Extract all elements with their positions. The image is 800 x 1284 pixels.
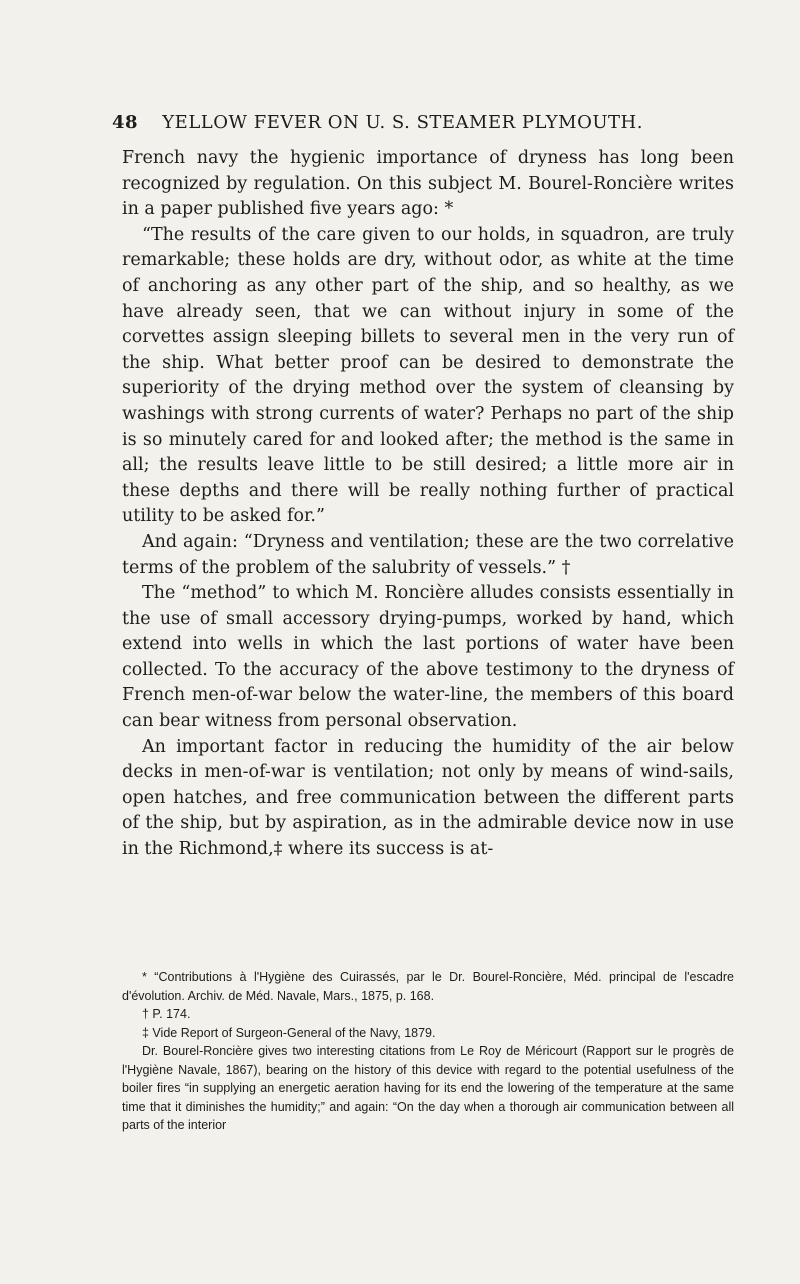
- paragraph: “The results of the care given to our holds, in squadron, are truly remarkable; these holds are dry, without odor, as white at the time of anchoring as any other part of the ship, and so healthy, as we have already seen, that we can without injury in some of the corvettes assign sleeping billets to several men in the very run of the ship. What better proof can be desired to demonstrate the superiority of the drying method over the system of cleansing by washings with strong currents of water? Perhaps no part of the ship is so minutely cared for and looked after; the method is the same in all; the results leave little to be still desired; a little more air in these depths and there will be really nothing further of practical utility to be asked for.”: [122, 224, 734, 527]
- page-number: 48: [112, 112, 139, 133]
- running-title: YELLOW FEVER ON U. S. STEAMER PLYMOUTH.: [162, 112, 643, 133]
- footnote: ‡ Vide Report of Surgeon-General of the Navy, 1879.: [142, 1025, 436, 1040]
- paragraph: An important factor in reducing the humidity of the air below decks in men-of-war is ventilation; not only by means of wind-sails, open hatches, and free communication between the different parts of the ship, but by aspiration, as in the admirable device now in use in the Richmond,‡ where its success is at-: [122, 736, 734, 860]
- page-header: [112, 112, 712, 133]
- footnote: † P. 174.: [142, 1007, 191, 1021]
- footnotes: [122, 968, 734, 1135]
- paragraph: The “method” to which M. Roncière alludes consists essentially in the use of small accessory drying-pumps, worked by hand, which extend into wells in which the last portions of water have been collected. To the accuracy of the above testimony to the dryness of French men-of-war below the water-line, the members of this board can bear witness from personal observation.: [122, 583, 734, 732]
- footnote: Dr. Bourel-Roncière gives two interesting citations from Le Roy de Méricourt (Rapport sur le progrès de l'Hygiène Navale, 1867), bearing on the history of this device with regard to the potential usefulness of the boiler fires “in supplying an energetic aeration having for its end the lowering of the temperature at the same time that it diminishes the humidity;” and again: “On the day when a thorough air communication between all parts of the interior: [122, 1044, 734, 1132]
- paragraph: And again: “Dryness and ventilation; these are the two correlative terms of the problem of the salubrity of vessels.” †: [122, 531, 734, 578]
- body-text: [122, 146, 734, 863]
- paragraph: French navy the hygienic importance of dryness has long been recognized by regulation. On this subject M. Bourel-Roncière writes in a paper published five years ago: *: [122, 148, 734, 220]
- footnote: * “Contributions à l'Hygiène des Cuirassés, par le Dr. Bourel-Roncière, Méd. principal de l'escadre d'évolution. Archiv. de Méd. Navale, Mars., 1875, p. 168.: [122, 970, 734, 1003]
